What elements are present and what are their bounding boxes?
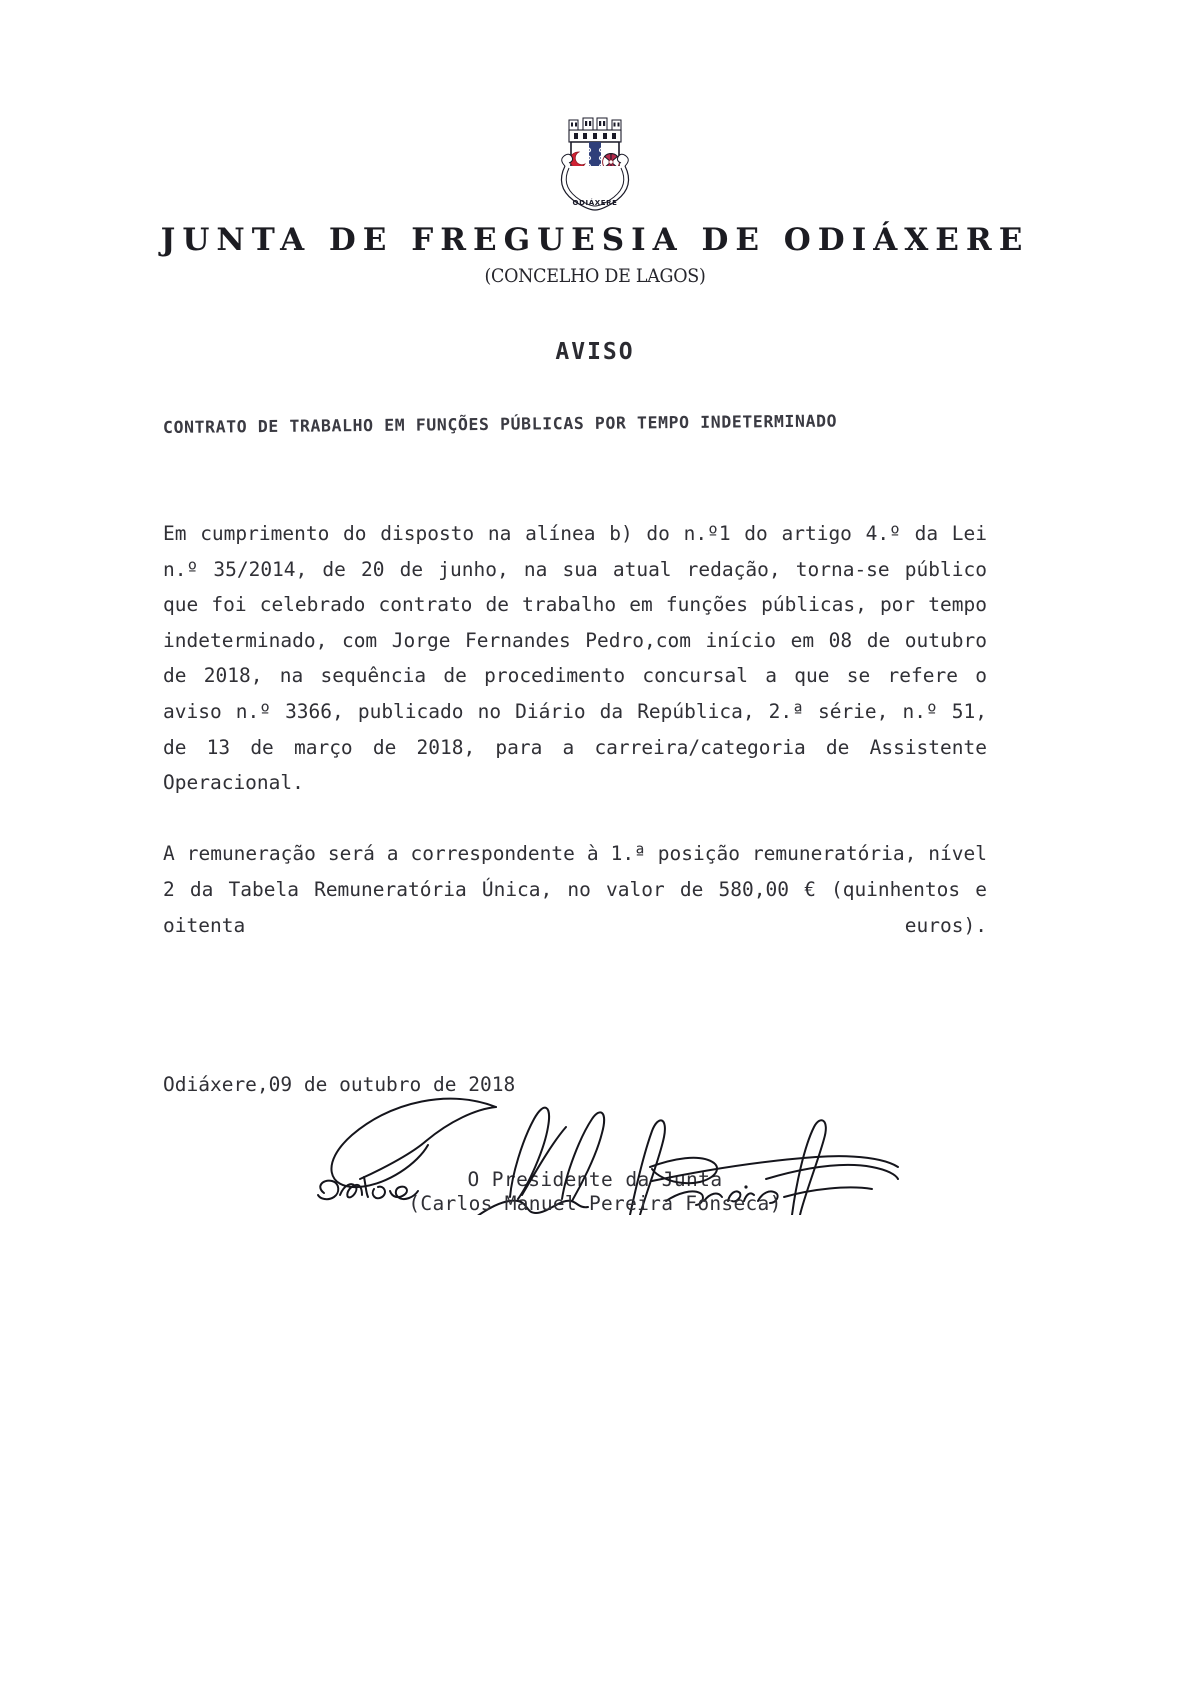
signature-name: (Carlos Manuel Pereira Fonseca) (408, 1192, 782, 1215)
crest-container (0, 108, 1190, 220)
body-paragraph-1: Em cumprimento do disposto na alínea b) do n.º1 do artigo 4.º da Lei n.º 35/2014, de 20 de junho, na sua atual redação, torna-se público que foi celebrado contrato de trabalho em funções públicas, por tempo indeterminado, com Jorge Fernandes Pedro,com início em 08 de outubro de 2018, na sequência de procedimento concursal a que se refere o aviso n.º 3366, publicado no Diário da República, 2.ª série, n.º 51, de 13 de março de 2018, para a carreira/categoria de Assistente Operacional. (163, 522, 987, 795)
page-title: JUNTA DE FREGUESIA DE ODIÁXERE (160, 222, 1030, 258)
subject-line: CONTRATO DE TRABALHO EM FUNÇÕES PÚBLICAS POR TEMPO INDETERMINADO (162, 411, 838, 437)
date-line: Odiáxere,09 de outubro de 2018 (163, 1073, 516, 1096)
body-paragraph-2: A remuneração será a correspondente à 1.ª posição remuneratória, nível 2 da Tabela Remuneratória Única, no valor de 580,00 € (quinhentos e oitenta euros). (163, 842, 987, 937)
body-text (163, 516, 987, 979)
coat-of-arms-icon (547, 108, 643, 216)
crest-banner-text: ODIÁXERE (572, 199, 618, 207)
signature-role-label: O Presidente da Junta (467, 1168, 723, 1191)
page-subtitle: (CONCELHO DE LAGOS) (484, 265, 706, 287)
notice-heading: AVISO (555, 339, 635, 365)
